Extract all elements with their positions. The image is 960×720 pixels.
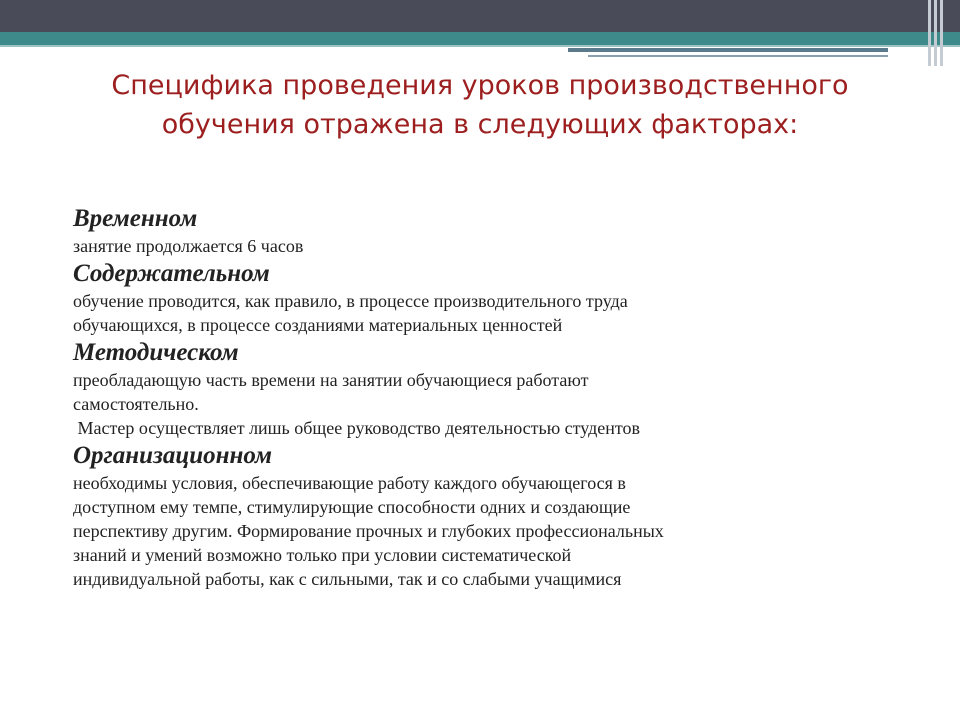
teal-band-highlight (0, 45, 960, 47)
factor-heading: Методическом (73, 339, 239, 366)
accent-line (568, 48, 888, 52)
corner-stripes (928, 0, 948, 66)
factor-text-line: Мастер осуществляет лишь общее руководство деятельностью студентов (73, 418, 641, 438)
factor-text-line: занятие продолжается 6 часов (73, 236, 304, 256)
factor-text-line: знаний и умений возможно только при условии систематической (73, 545, 572, 565)
factor-text-line: индивидуальной работы, как с сильными, так и со слабыми учащимися (73, 569, 622, 589)
top-bar (0, 0, 960, 32)
factor-organizational (73, 440, 893, 591)
slide-title-line-1: Специфика проведения уроков производственного (111, 70, 849, 101)
factor-methodical (73, 337, 893, 440)
factor-text-line: преобладающую часть времени на занятии обучающиеся работают (73, 370, 589, 390)
factor-content (73, 258, 893, 337)
factor-temporal (73, 203, 893, 258)
factor-heading: Организационном (73, 442, 273, 469)
factor-text-line: самостоятельно. (73, 394, 199, 414)
teal-band (0, 32, 960, 45)
factor-text-line: обучающихся, в процессе созданиями материальных ценностей (73, 315, 563, 335)
factor-text-line: обучение проводится, как правило, в процессе производительного труда (73, 291, 628, 311)
accent-line-thin (588, 55, 888, 57)
factor-text-line: необходимы условия, обеспечивающие работу каждого обучающегося в (73, 473, 626, 493)
factor-heading: Временном (73, 205, 198, 232)
factor-list (73, 203, 893, 591)
factor-text-line: перспективу другим. Формирование прочных и глубоких профессиональных (73, 521, 664, 541)
factor-text-line: доступном ему темпе, стимулирующие способности одних и создающие (73, 497, 631, 517)
factor-heading: Содержательном (73, 260, 270, 287)
slide-title-line-2: обучения отражена в следующих факторах: (161, 109, 799, 140)
slide-title (40, 66, 920, 144)
